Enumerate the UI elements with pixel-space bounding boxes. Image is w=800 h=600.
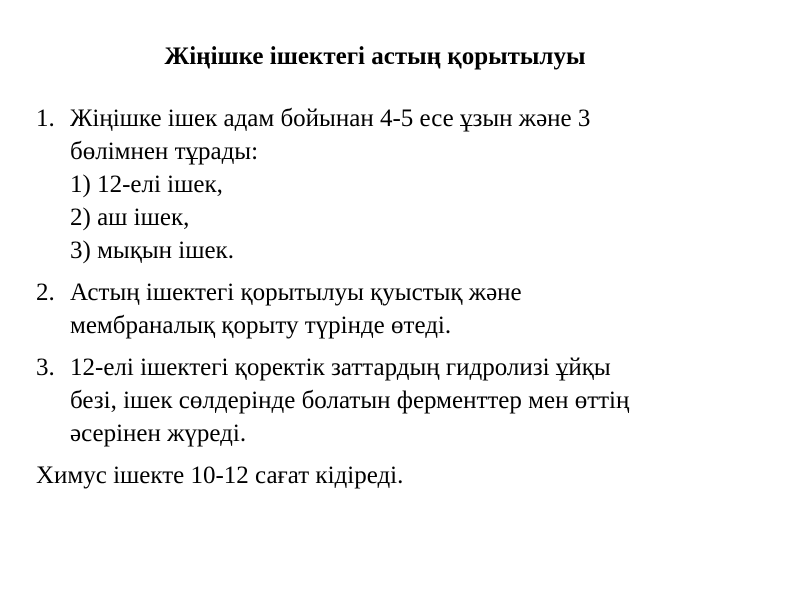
list-text-line: Астың ішектегі қорытылуы қуыстық және <box>70 279 522 306</box>
list-text-line: 12-елі ішектегі қоректік заттардың гидролизі ұйқы <box>70 354 611 381</box>
list-text-line: әсерінен жүреді. <box>70 420 247 447</box>
list-item-3 <box>36 351 776 450</box>
list-number: 2. <box>36 279 55 306</box>
list-text-line: безі, ішек сөлдерінде болатын ферменттер мен өттің <box>70 387 630 414</box>
slide-content <box>36 102 776 492</box>
list-number: 1. <box>36 105 55 132</box>
sub-list <box>70 168 776 267</box>
list-number: 3. <box>36 354 55 381</box>
list-text-line: Жіңішке ішек адам бойынан 4-5 есе ұзын және 3 <box>70 105 591 132</box>
sub-list-item: 3) мықын ішек. <box>70 237 234 264</box>
slide-title: Жіңішке ішектегі астың қорытылуы <box>164 43 586 70</box>
list-text-line: бөлімнен тұрады: <box>70 138 259 165</box>
sub-list-item: 1) 12-елі ішек, <box>70 171 223 198</box>
sub-list-item: 2) аш ішек, <box>70 204 190 231</box>
list-item-2 <box>36 276 776 342</box>
footer-text: Химус ішекте 10-12 сағат кідіреді. <box>36 462 404 489</box>
list-item-1 <box>36 102 776 267</box>
list-text-line: мембраналық қорыту түрінде өтеді. <box>70 312 452 339</box>
